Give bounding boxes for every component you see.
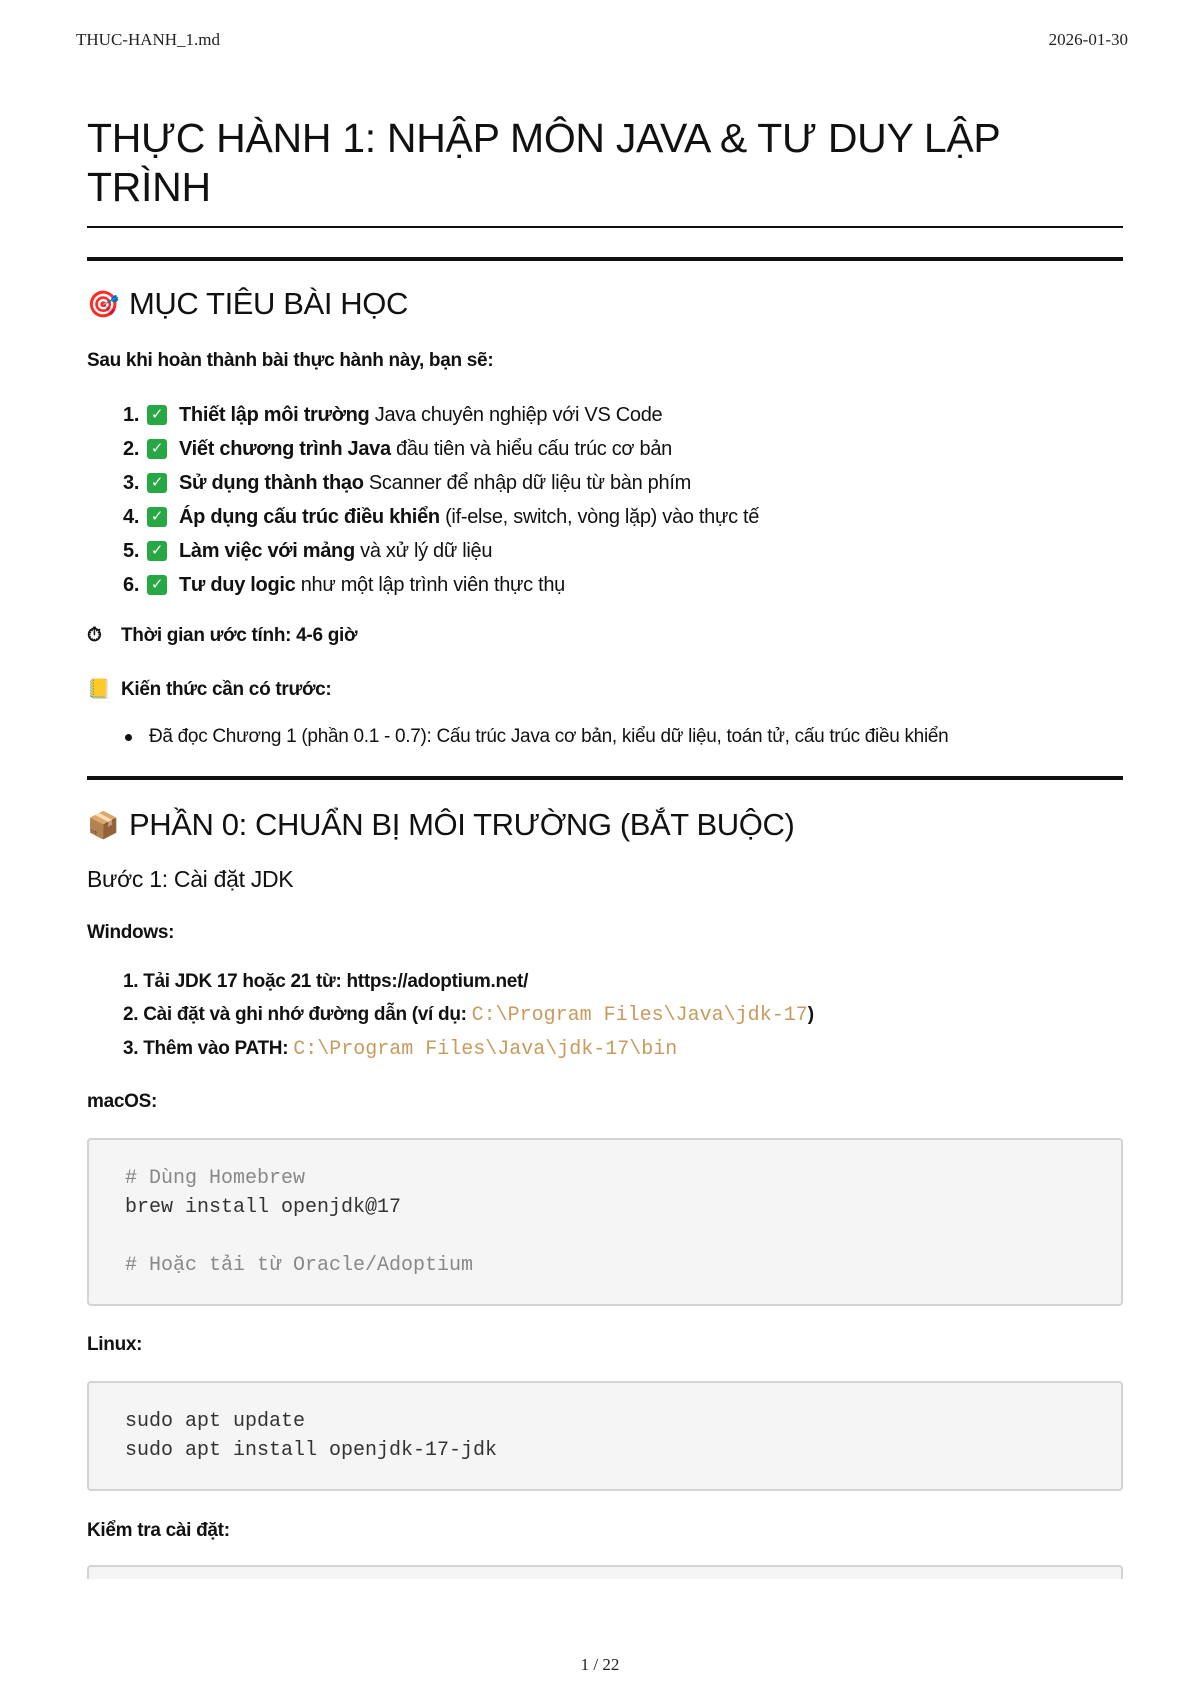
list-item — [123, 398, 1123, 432]
code-line: sudo apt update — [125, 1410, 306, 1433]
step-text: Cài đặt và ghi nhớ đường dẫn (ví dụ: — [143, 1004, 472, 1025]
document-page — [87, 114, 1123, 1579]
item-text: Scanner để nhập dữ liệu từ bàn phím — [363, 472, 691, 494]
linux-label: Linux: — [87, 1334, 143, 1355]
step-number: 3. — [123, 1038, 139, 1059]
list-item — [123, 965, 1123, 998]
objectives-intro: Sau khi hoàn thành bài thực hành này, bạn sẽ: — [87, 350, 494, 371]
prereq-heading — [87, 678, 1123, 702]
item-text: (if-else, switch, vòng lặp) vào thực tế — [439, 506, 760, 528]
item-bold: Tư duy logic — [179, 574, 296, 596]
title-divider — [87, 226, 1123, 228]
time-value: 4-6 giờ — [296, 625, 358, 646]
item-number: 4. — [123, 506, 140, 528]
check-icon: ✓ — [147, 541, 167, 561]
windows-steps — [87, 965, 1123, 1066]
objectives-heading-text: MỤC TIÊU BÀI HỌC — [128, 286, 408, 321]
list-item — [123, 1032, 1123, 1066]
verify-label: Kiểm tra cài đặt: — [87, 1520, 230, 1541]
time-estimate — [87, 624, 1123, 648]
code-line: # Dùng Homebrew — [125, 1167, 306, 1190]
list-item — [123, 500, 1123, 534]
dart-target-icon: 🎯 — [87, 289, 119, 319]
list-item — [123, 466, 1123, 500]
prereq-list — [87, 724, 1123, 750]
step-text: Tải JDK 17 hoặc 21 từ: https://adoptium.net/ — [143, 971, 529, 992]
step1-heading: Bước 1: Cài đặt JDK — [87, 866, 294, 892]
macos-label: macOS: — [87, 1091, 158, 1112]
objectives-heading — [87, 285, 1123, 323]
section-divider — [87, 257, 1123, 261]
check-icon: ✓ — [147, 405, 167, 425]
inline-code: C:\Program Files\Java\jdk-17 — [471, 1004, 808, 1027]
item-bold: Viết chương trình Java — [179, 438, 391, 460]
item-bold: Thiết lập môi trường — [179, 404, 370, 426]
item-text: và xử lý dữ liệu — [354, 540, 493, 562]
item-bold: Sử dụng thành thạo — [179, 472, 364, 494]
list-item — [123, 534, 1123, 568]
page-title: THỰC HÀNH 1: NHẬP MÔN JAVA & TƯ DUY LẬP TRÌNH — [87, 115, 1000, 210]
macos-code-block — [87, 1138, 1123, 1306]
item-text: như một lập trình viên thực thụ — [295, 574, 565, 596]
item-number: 3. — [123, 472, 140, 494]
windows-label: Windows: — [87, 922, 175, 943]
check-icon: ✓ — [147, 507, 167, 527]
item-text: Java chuyên nghiệp với VS Code — [369, 404, 663, 426]
check-icon: ✓ — [147, 439, 167, 459]
part0-heading-text: PHẦN 0: CHUẨN BỊ MÔI TRƯỜNG (BẮT BUỘC) — [128, 807, 795, 842]
header-date: 2026-01-30 — [1048, 30, 1128, 49]
item-number: 2. — [123, 438, 140, 460]
section-divider — [87, 776, 1123, 780]
item-number: 6. — [123, 574, 140, 596]
item-bold: Làm việc với mảng — [179, 540, 355, 562]
stopwatch-icon: ⏱ — [87, 625, 102, 646]
linux-code-block — [87, 1381, 1123, 1491]
item-text: đầu tiên và hiểu cấu trúc cơ bản — [390, 438, 672, 460]
step-number: 2. — [123, 1004, 139, 1025]
book-icon: 📒 — [87, 679, 111, 700]
item-bold: Áp dụng cấu trúc điều khiển — [179, 506, 440, 528]
code-line: brew install openjdk@17 — [125, 1196, 402, 1219]
verify-code-block — [87, 1565, 1123, 1579]
header-filename: THUC-HANH_1.md — [76, 30, 221, 49]
package-icon: 📦 — [87, 810, 119, 840]
step-number: 1. — [123, 971, 139, 992]
objectives-list — [87, 398, 1123, 602]
step-text-after: ) — [807, 1004, 814, 1025]
code-line: sudo apt install openjdk-17-jdk — [125, 1439, 498, 1462]
part0-heading — [87, 806, 1123, 844]
code-line: # Hoặc tải từ Oracle/Adoptium — [125, 1254, 474, 1277]
inline-code: C:\Program Files\Java\jdk-17\bin — [293, 1038, 678, 1061]
list-item — [123, 998, 1123, 1032]
time-label: Thời gian ước tính: — [121, 625, 292, 646]
item-number: 1. — [123, 404, 140, 426]
step-text: Thêm vào PATH: — [143, 1038, 294, 1059]
list-item — [125, 724, 1123, 750]
prereq-text: Đã đọc Chương 1 (phần 0.1 - 0.7): Cấu trúc Java cơ bản, kiểu dữ liệu, toán tử, cấu trúc điều khiển — [149, 726, 949, 747]
list-item — [123, 432, 1123, 466]
item-number: 5. — [123, 540, 140, 562]
check-icon: ✓ — [147, 473, 167, 493]
page-number: 1 / 22 — [580, 1655, 620, 1674]
list-item — [123, 568, 1123, 602]
bullet-icon — [125, 734, 132, 741]
prereq-label: Kiến thức cần có trước: — [121, 679, 332, 700]
check-icon: ✓ — [147, 575, 167, 595]
